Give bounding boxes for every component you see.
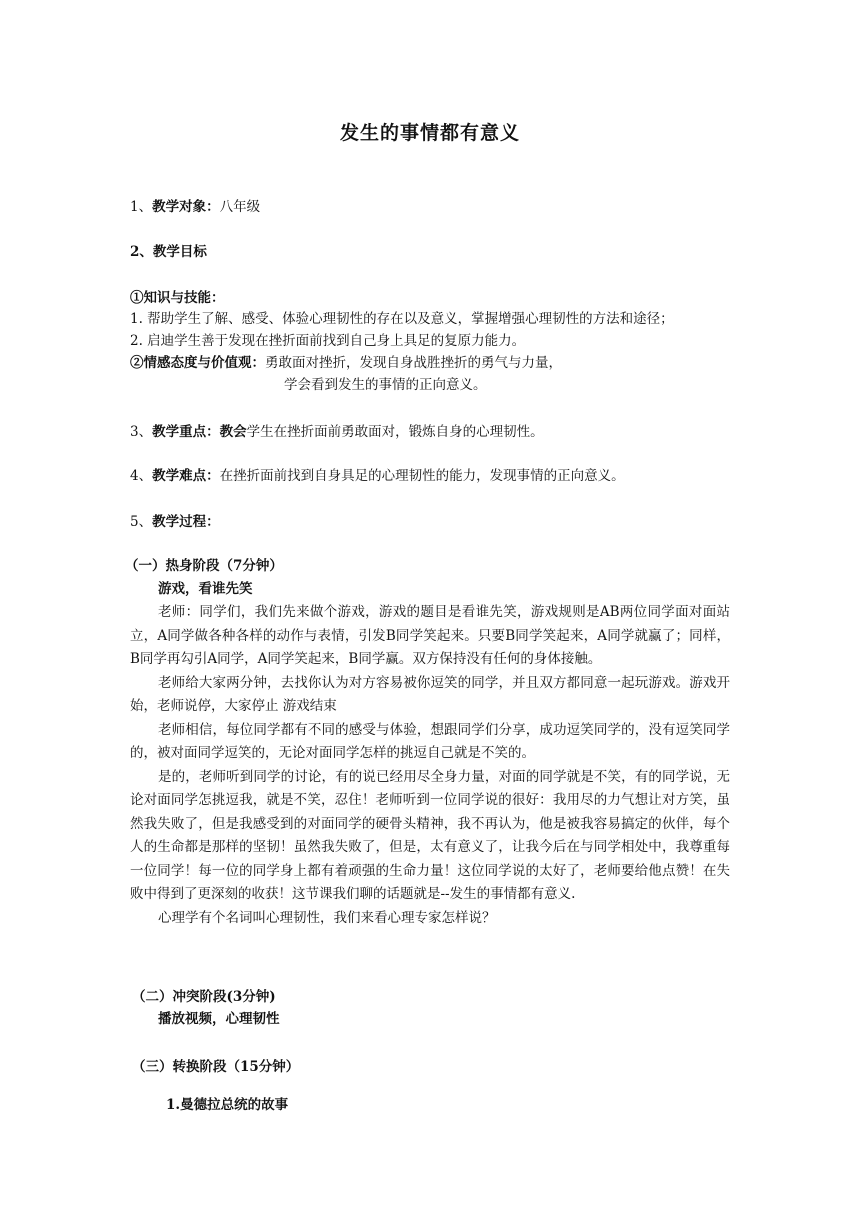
paragraph: 老师给大家两分钟，去找你认为对方容易被你逗笑的同学，并且双方都同意一起玩游戏。游戏开始，老师说停，大家停止 游戏结束 bbox=[130, 674, 730, 714]
section-teaching-goals bbox=[130, 242, 207, 263]
stage1-body bbox=[130, 601, 730, 930]
document-title: 发生的事情都有意义 bbox=[339, 122, 520, 144]
paragraph: 是的，老师听到同学的讨论，有的说已经用尽全身力量，对面的同学就是不笑，有的同学说，无论对面同学怎挑逗我，就是不笑，忍住！老师听到一位同学说的很好：我用尽的力气想让对方笑，虽然我失败了，但是我感受到的对面同学的硬骨头精神，我不再认为，他是被我容易搞定的伙伴，每个人的生命都是那样的坚韧！虽然我失败了，但是，太有意义了，让我今后在与同学相处中，我尊重每一位同学！每一位的同学身上都有着顽强的生命力量！这位同学说的太好了，老师要给他点赞！在失败中得到了更深刻的收获！这节课我们聊的话题就是--发生的事情都有意义. bbox=[130, 768, 730, 902]
section-number: 4、 bbox=[130, 468, 153, 484]
stage1-subheading: 游戏，看谁先笑 bbox=[158, 581, 253, 597]
paragraph: 老师：同学们，我们先来做个游戏，游戏的题目是看谁先笑，游戏规则是AB两位同学面对面站立，A同学做各种各样的动作与表情，引发B同学笑起来。只要B同学笑起来，A同学就赢了；同样，B同学再勾引A同学，A同学笑起来，B同学赢。双方保持没有任何的身体接触。 bbox=[130, 604, 730, 667]
section-number: 5、 bbox=[130, 514, 153, 530]
section-teaching-target bbox=[130, 197, 260, 218]
section-label: 教学对象： bbox=[152, 199, 220, 215]
section-process bbox=[130, 512, 220, 533]
stage1-heading: （一）热身阶段（7分钟） bbox=[125, 558, 283, 574]
goal-knowledge-item: 2. 启迪学生善于发现在挫折面前找到自己身上具足的复原力能力。 bbox=[130, 333, 526, 349]
goal-attitude-label: ②情感态度与价值观： bbox=[130, 355, 265, 371]
section-value: 学生在挫折面前勇敢面对，锻炼自身的心理韧性。 bbox=[246, 424, 544, 440]
section-value: 八年级 bbox=[219, 199, 261, 215]
section-label: 教学目标 bbox=[152, 244, 207, 260]
goal-knowledge-item: 1. 帮助学生了解、感受、体验心理韧性的存在以及意义，掌握增强心理韧性的方法和途径； bbox=[130, 311, 674, 327]
paragraph: 老师相信，每位同学都有不同的感受与体验，想跟同学们分享，成功逗笑同学的，没有逗笑同学的，被对面同学逗笑的，无论对面同学怎样的挑逗自己就是不笑的。 bbox=[130, 721, 730, 761]
stage2-subheading: 播放视频，心理韧性 bbox=[158, 1011, 280, 1027]
goal-knowledge-heading: ①知识与技能： bbox=[130, 290, 225, 306]
goal-attitude-line1: 勇敢面对挫折，发现自身战胜挫折的勇气与力量， bbox=[265, 355, 562, 371]
section-number: 1、 bbox=[130, 199, 153, 215]
section-number: 3、 bbox=[130, 424, 153, 440]
section-label: 教学过程： bbox=[152, 514, 220, 530]
section-value: 在挫折面前找到自身具足的心理韧性的能力，发现事情的正向意义。 bbox=[219, 468, 625, 484]
section-key-point bbox=[130, 422, 544, 443]
paragraph: 心理学有个名词叫心理韧性，我们来看心理专家怎样说？ bbox=[158, 909, 496, 926]
stage3-subheading: 1.曼德拉总统的故事 bbox=[166, 1097, 289, 1113]
section-difficulty bbox=[130, 466, 625, 487]
section-bold-word: 教会 bbox=[219, 424, 247, 440]
stage3-heading: （三）转换阶段（15分钟） bbox=[132, 1059, 300, 1075]
stage2-heading: （二）冲突阶段(3分钟) bbox=[132, 989, 276, 1005]
section-label: 教学难点： bbox=[152, 468, 220, 484]
goal-attitude-line2: 学会看到发生的事情的正向意义。 bbox=[284, 377, 487, 393]
section-number: 2、 bbox=[130, 244, 153, 260]
section-label: 教学重点： bbox=[152, 424, 220, 440]
goal-attitude bbox=[130, 353, 562, 374]
